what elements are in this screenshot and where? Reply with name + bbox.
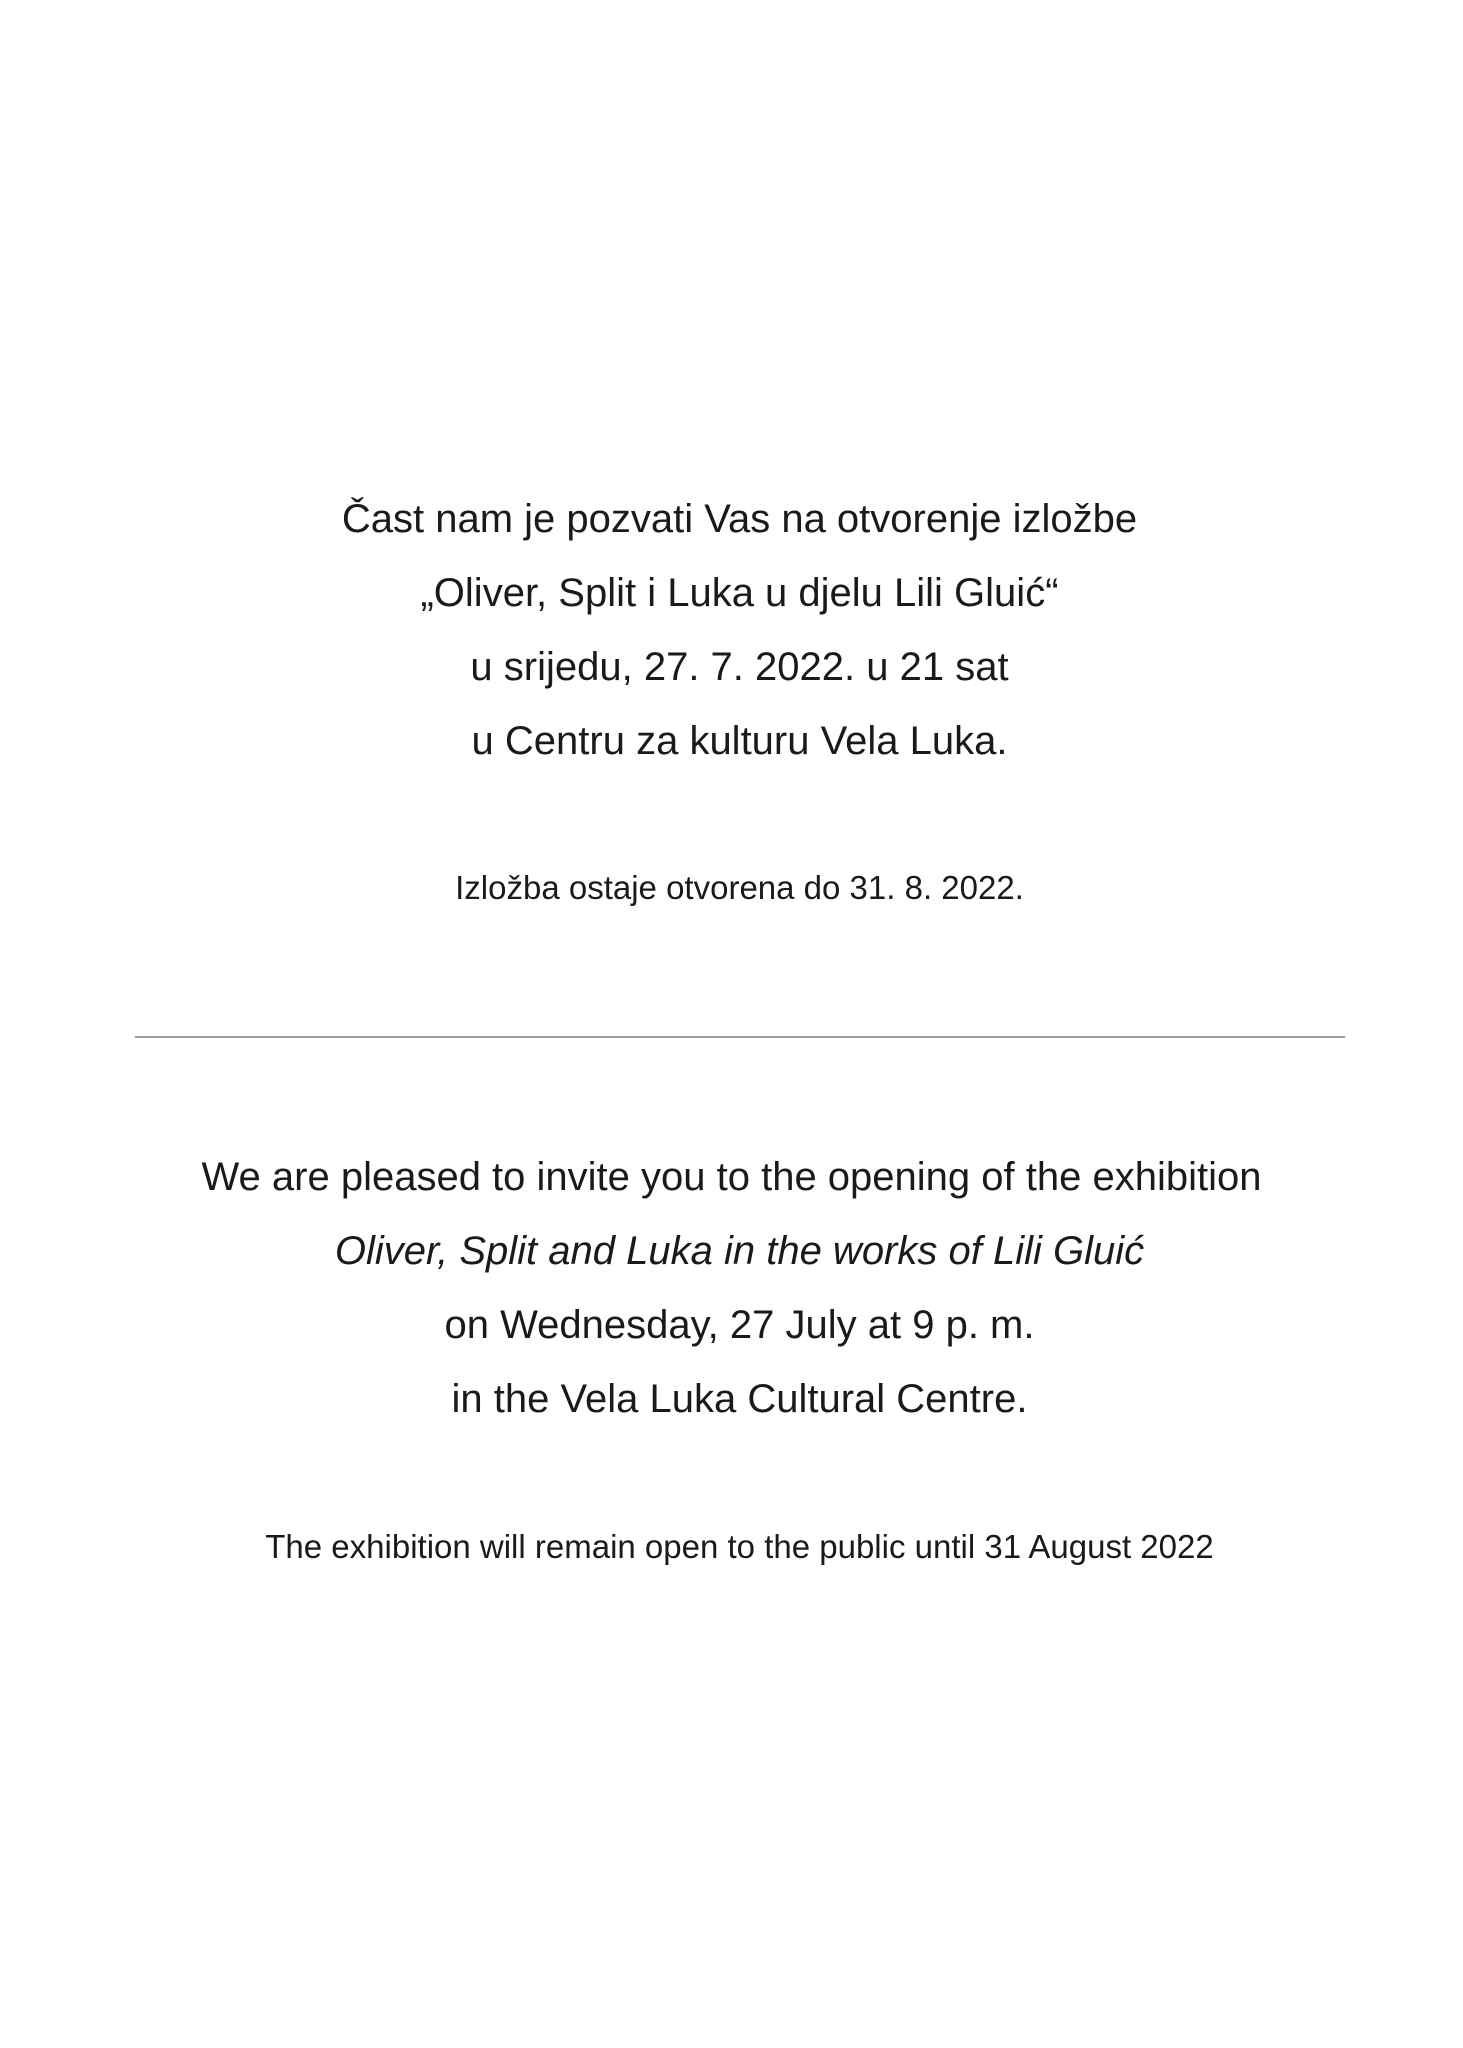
en-invite-line: We are pleased to invite you to the opening of the exhibition [201,1155,1262,1199]
hr-closing-note: Izložba ostaje otvorena do 31. 8. 2022. [455,869,1024,906]
hr-invite-line: Čast nam je pozvati Vas na otvorenje izložbe [341,497,1138,541]
hr-exhibition-title: „Oliver, Split i Luka u djelu Lili Gluić“ [420,571,1059,615]
hr-date-time: u srijedu, 27. 7. 2022. u 21 sat [470,645,1009,689]
hr-venue: u Centru za kulturu Vela Luka. [471,719,1008,763]
en-venue: in the Vela Luka Cultural Centre. [451,1377,1028,1421]
en-closing-note: The exhibition will remain open to the public until 31 August 2022 [265,1528,1214,1565]
en-exhibition-title: Oliver, Split and Luka in the works of Lili Gluić [334,1229,1145,1273]
en-date-time: on Wednesday, 27 July at 9 p. m. [444,1303,1035,1347]
section-divider [135,1036,1345,1038]
